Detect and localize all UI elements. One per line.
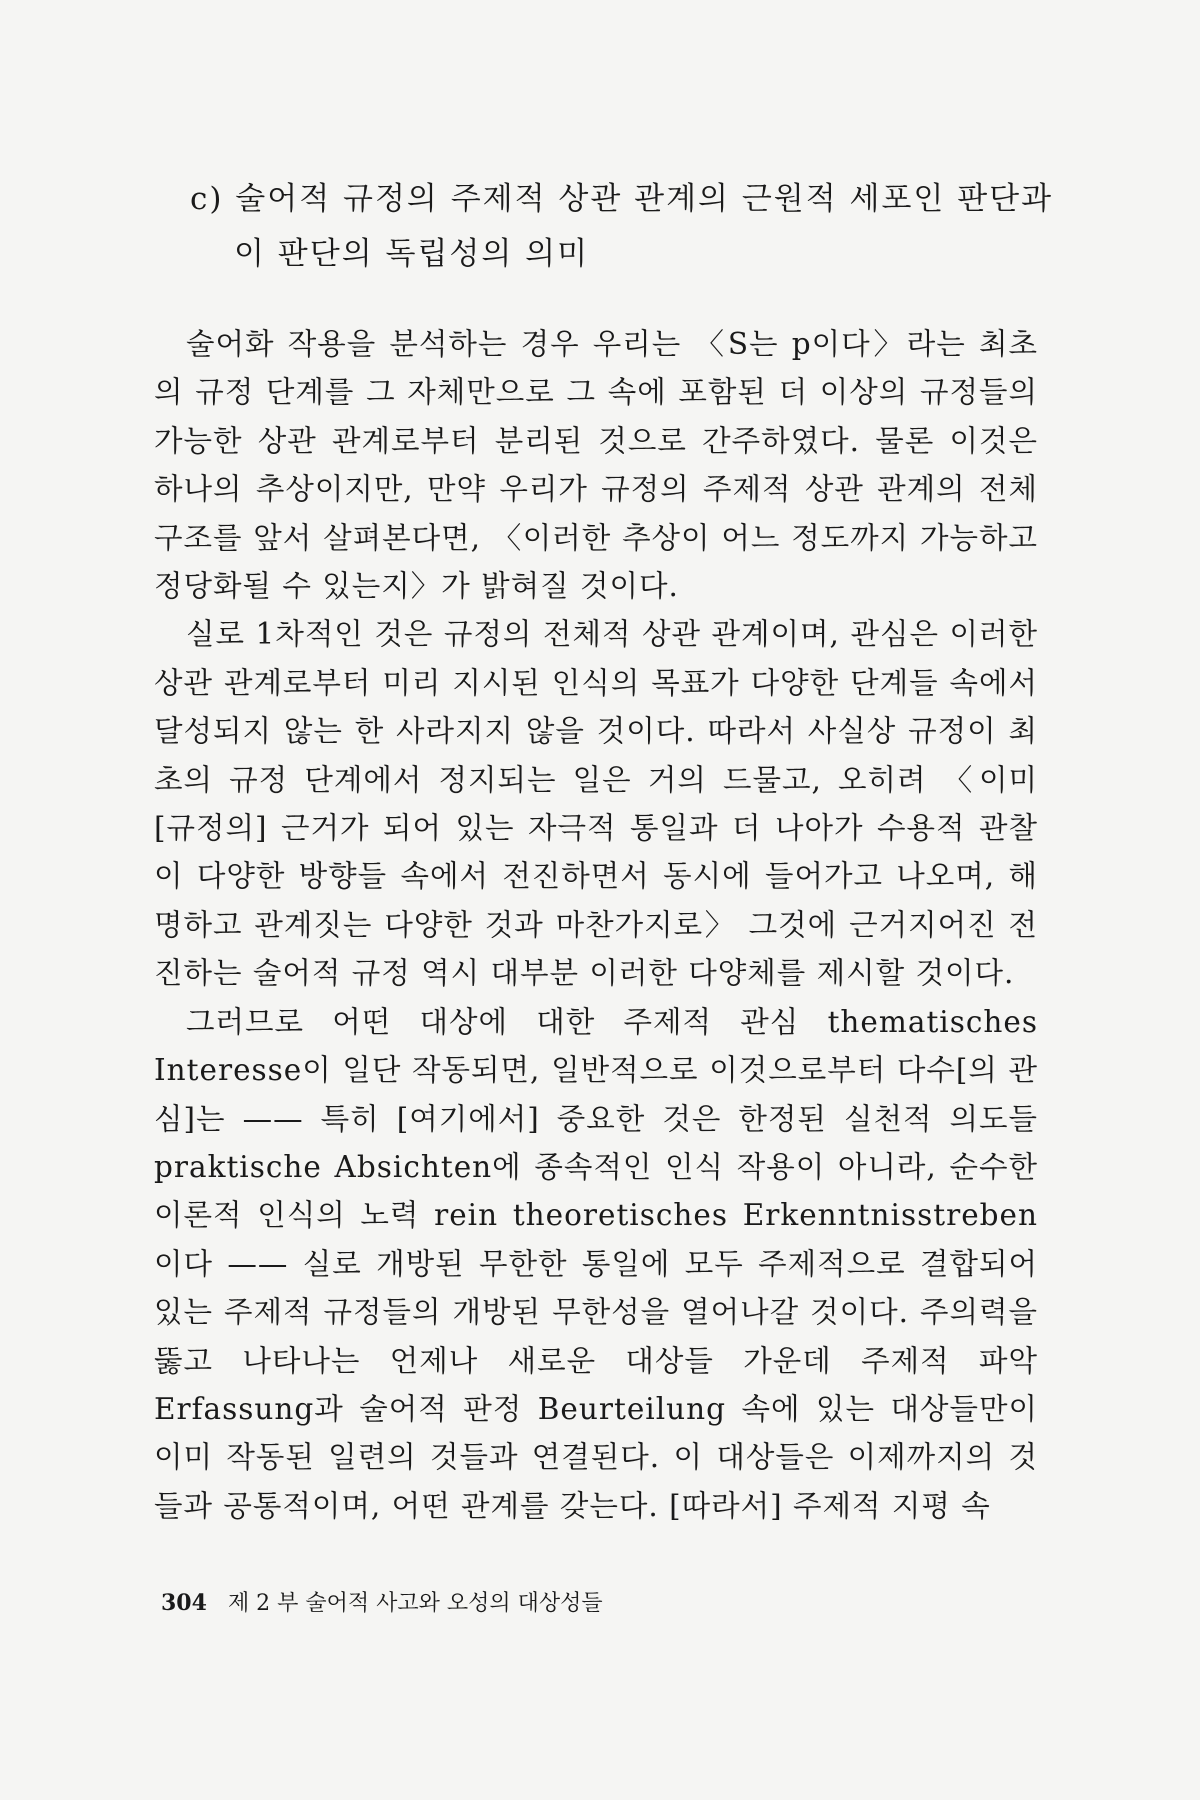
running-title: 제 2 부 술어적 사고와 오성의 대상성들 bbox=[227, 1591, 603, 1616]
paragraph-1: 술어화 작용을 분석하는 경우 우리는 〈S는 p이다〉라는 최초의 규정 단계를 그 자체만으로 그 속에 포함된 더 이상의 규정들의 가능한 상관 관계로부터 분리된 것으로 간주하였다. 물론 이것은 하나의 추상이지만, 만약 우리가 규정의 주제적 상관 관계의 전체 구조를 앞서 살펴본다면, 〈이러한 추상이 어느 정도까지 가능하고 정당화될 수 있는지〉가 밝혀질 것이다. bbox=[154, 327, 1038, 604]
paragraph-2: 실로 1차적인 것은 규정의 전체적 상관 관계이며, 관심은 이러한 상관 관계로부터 미리 지시된 인식의 목표가 다양한 단계들 속에서 달성되지 않는 한 사라지지 않을 것이다. 따라서 사실상 규정이 최초의 규정 단계에서 정지되는 일은 거의 드물고, 오히려 〈이미 [규정의] 근거가 되어 있는 자극적 통일과 더 나아가 수용적 관찰이 다양한 방향들 속에서 전진하면서 동시에 들어가고 나오며, 해명하고 관계짓는 다양한 것과 마찬가지로〉 그것에 근거지어진 전진하는 술어적 규정 역시 대부분 이러한 다양체를 제시할 것이다. bbox=[154, 617, 1038, 991]
body-text bbox=[154, 320, 1038, 1530]
paragraph-3: 그러므로 어떤 대상에 대한 주제적 관심 thematisches Interesse이 일단 작동되면, 일반적으로 이것으로부터 다수[의 관심]는 —— 특히 [여기에서] 중요한 것은 한정된 실천적 의도들 praktische Absichten에 종속적인 인식 작용이 아니라, 순수한 이론적 인식의 노력 rein theoretisches Erkenntnisstreben이다 —— 실로 개방된 무한한 통일에 모두 주제적으로 결합되어 있는 주제적 규정들의 개방된 무한성을 열어나갈 것이다. 주의력을 뚫고 나타나는 언제나 새로운 대상들 가운데 주제적 파악 Erfassung과 술어적 판정 Beurteilung 속에 있는 대상들만이 이미 작동된 일련의 것들과 연결된다. 이 대상들은 이제까지의 것들과 공통적이며, 어떤 관계를 갖는다. [따라서] 주제적 지평 속 bbox=[154, 1004, 1038, 1523]
section-heading-line-1: c) 술어적 규정의 주제적 상관 관계의 근원적 세포인 판단과 bbox=[190, 181, 1054, 217]
page-footer bbox=[161, 1588, 603, 1619]
section-heading bbox=[190, 172, 1070, 282]
section-heading-line-2: 이 판단의 독립성의 의미 bbox=[234, 236, 590, 272]
page-number: 304 bbox=[161, 1590, 207, 1616]
